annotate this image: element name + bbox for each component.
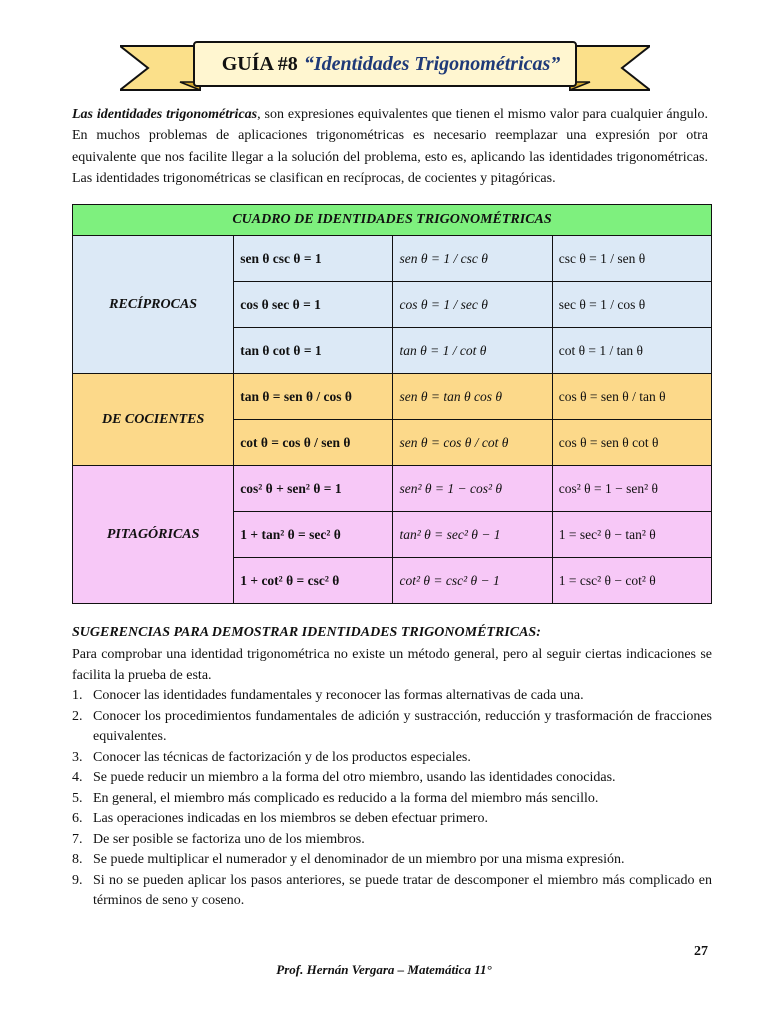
suggestions-title: SUGERENCIAS PARA DEMOSTRAR IDENTIDADES TRIGONOMÉTRICAS: (72, 625, 541, 640)
identity-cell: cot² θ = csc² θ − 1 (393, 558, 552, 604)
intro-text: , son expresiones equivalentes que tienen el mismo valor para cualquier ángulo. En muchos problemas de aplicaciones trigonométricas es necesario reemplazar una expresión por otra equivalente que nos facilite llegar a la solución del problema, esto es, aplicando las identidades trigonométricas. Las identidades trigonométricas se clasifican en recíprocas, de cocientes y pitagóricas. (72, 107, 708, 186)
list-item (72, 809, 712, 830)
step-text: En general, el miembro más complicado es reducido a la forma del miembro más sencillo. (93, 790, 599, 806)
step-text: Las operaciones indicadas en los miembros se deben efectuar primero. (93, 811, 488, 826)
identity-cell: csc θ = 1 / sen θ (552, 236, 711, 282)
identity-cell: 1 = sec² θ − tan² θ (552, 512, 711, 558)
category-cocientes: DE COCIENTES (73, 374, 234, 466)
suggestions-list (72, 686, 712, 912)
identity-cell: cos θ = sen θ / tan θ (552, 374, 711, 420)
step-number: 7. (72, 831, 83, 847)
identity-cell: sen θ = tan θ cos θ (393, 374, 552, 420)
page-title (196, 44, 586, 84)
step-text: Conocer las técnicas de factorización y de los productos especiales. (93, 749, 471, 765)
intro-lead: Las identidades trigonométricas (72, 107, 258, 122)
identity-cell: sec θ = 1 / cos θ (552, 282, 711, 328)
list-item (72, 789, 712, 810)
step-number: 8. (72, 852, 83, 867)
page-number: 27 (694, 944, 708, 959)
table-row (73, 236, 712, 282)
identity-cell: cot θ = 1 / tan θ (552, 328, 711, 374)
table-row (73, 374, 712, 420)
identity-cell: cot θ = cos θ / sen θ (234, 420, 393, 466)
category-reciprocas: RECÍPROCAS (73, 236, 234, 374)
identity-cell: cos θ = 1 / sec θ (393, 282, 552, 328)
identity-cell: cos² θ + sen² θ = 1 (234, 466, 393, 512)
identity-cell: cos θ = sen θ cot θ (552, 420, 711, 466)
identity-cell: sen θ = cos θ / cot θ (393, 420, 552, 466)
table-header-row (73, 205, 712, 236)
identity-cell: 1 + tan² θ = sec² θ (234, 512, 393, 558)
table-row (73, 466, 712, 512)
identity-cell: tan θ cot θ = 1 (234, 328, 393, 374)
step-text: Conocer las identidades fundamentales y reconocer las formas alternativas de cada una. (93, 688, 584, 703)
identity-cell: 1 + cot² θ = csc² θ (234, 558, 393, 604)
table-title: CUADRO DE IDENTIDADES TRIGONOMÉTRICAS (73, 205, 712, 236)
step-text: Conocer los procedimientos fundamentales de adición y sustracción, reducción y trasformación de fracciones equivalentes. (93, 708, 712, 744)
step-number: 3. (72, 749, 83, 765)
step-number: 9. (72, 872, 83, 888)
identity-cell: cos² θ = 1 − sen² θ (552, 466, 711, 512)
list-item (72, 707, 712, 748)
list-item (72, 830, 712, 851)
identity-cell: cos θ sec θ = 1 (234, 282, 393, 328)
list-item (72, 768, 712, 789)
step-number: 6. (72, 811, 83, 826)
list-item (72, 748, 712, 769)
step-text: Se puede multiplicar el numerador y el denominador de un miembro por una misma expresión. (93, 852, 625, 867)
identity-cell: sen² θ = 1 − cos² θ (393, 466, 552, 512)
list-item (72, 871, 712, 912)
identity-cell: tan θ = 1 / cot θ (393, 328, 552, 374)
step-text: Se puede reducir un miembro a la forma del otro miembro, usando las identidades conocidas. (93, 770, 616, 785)
identities-table (72, 204, 712, 604)
list-item (72, 850, 712, 871)
title-prefix: GUÍA #8 (221, 52, 298, 75)
step-number: 1. (72, 688, 83, 703)
step-number: 2. (72, 708, 83, 724)
page-footer: Prof. Hernán Vergara – Matemática 11° (276, 962, 492, 977)
identity-cell: tan² θ = sec² θ − 1 (393, 512, 552, 558)
suggestions-intro: Para comprobar una identidad trigonométrica no existe un método general, pero al seguir ciertas indicaciones se facilita la prueba de esta. (72, 647, 712, 683)
step-number: 5. (72, 790, 83, 806)
intro-paragraph (72, 104, 708, 189)
list-item (72, 686, 712, 707)
title-subtitle: “Identidades Trigonométricas” (303, 52, 561, 75)
identity-cell: 1 = csc² θ − cot² θ (552, 558, 711, 604)
identity-cell: sen θ csc θ = 1 (234, 236, 393, 282)
identity-cell: sen θ = 1 / csc θ (393, 236, 552, 282)
step-text: Si no se pueden aplicar los pasos anteriores, se puede tratar de descomponer el miembro más complicado en términos de seno y coseno. (93, 872, 712, 908)
identity-cell: tan θ = sen θ / cos θ (234, 374, 393, 420)
step-number: 4. (72, 770, 83, 785)
category-pitagoricas: PITAGÓRICAS (73, 466, 234, 604)
step-text: De ser posible se factoriza uno de los miembros. (93, 831, 365, 847)
